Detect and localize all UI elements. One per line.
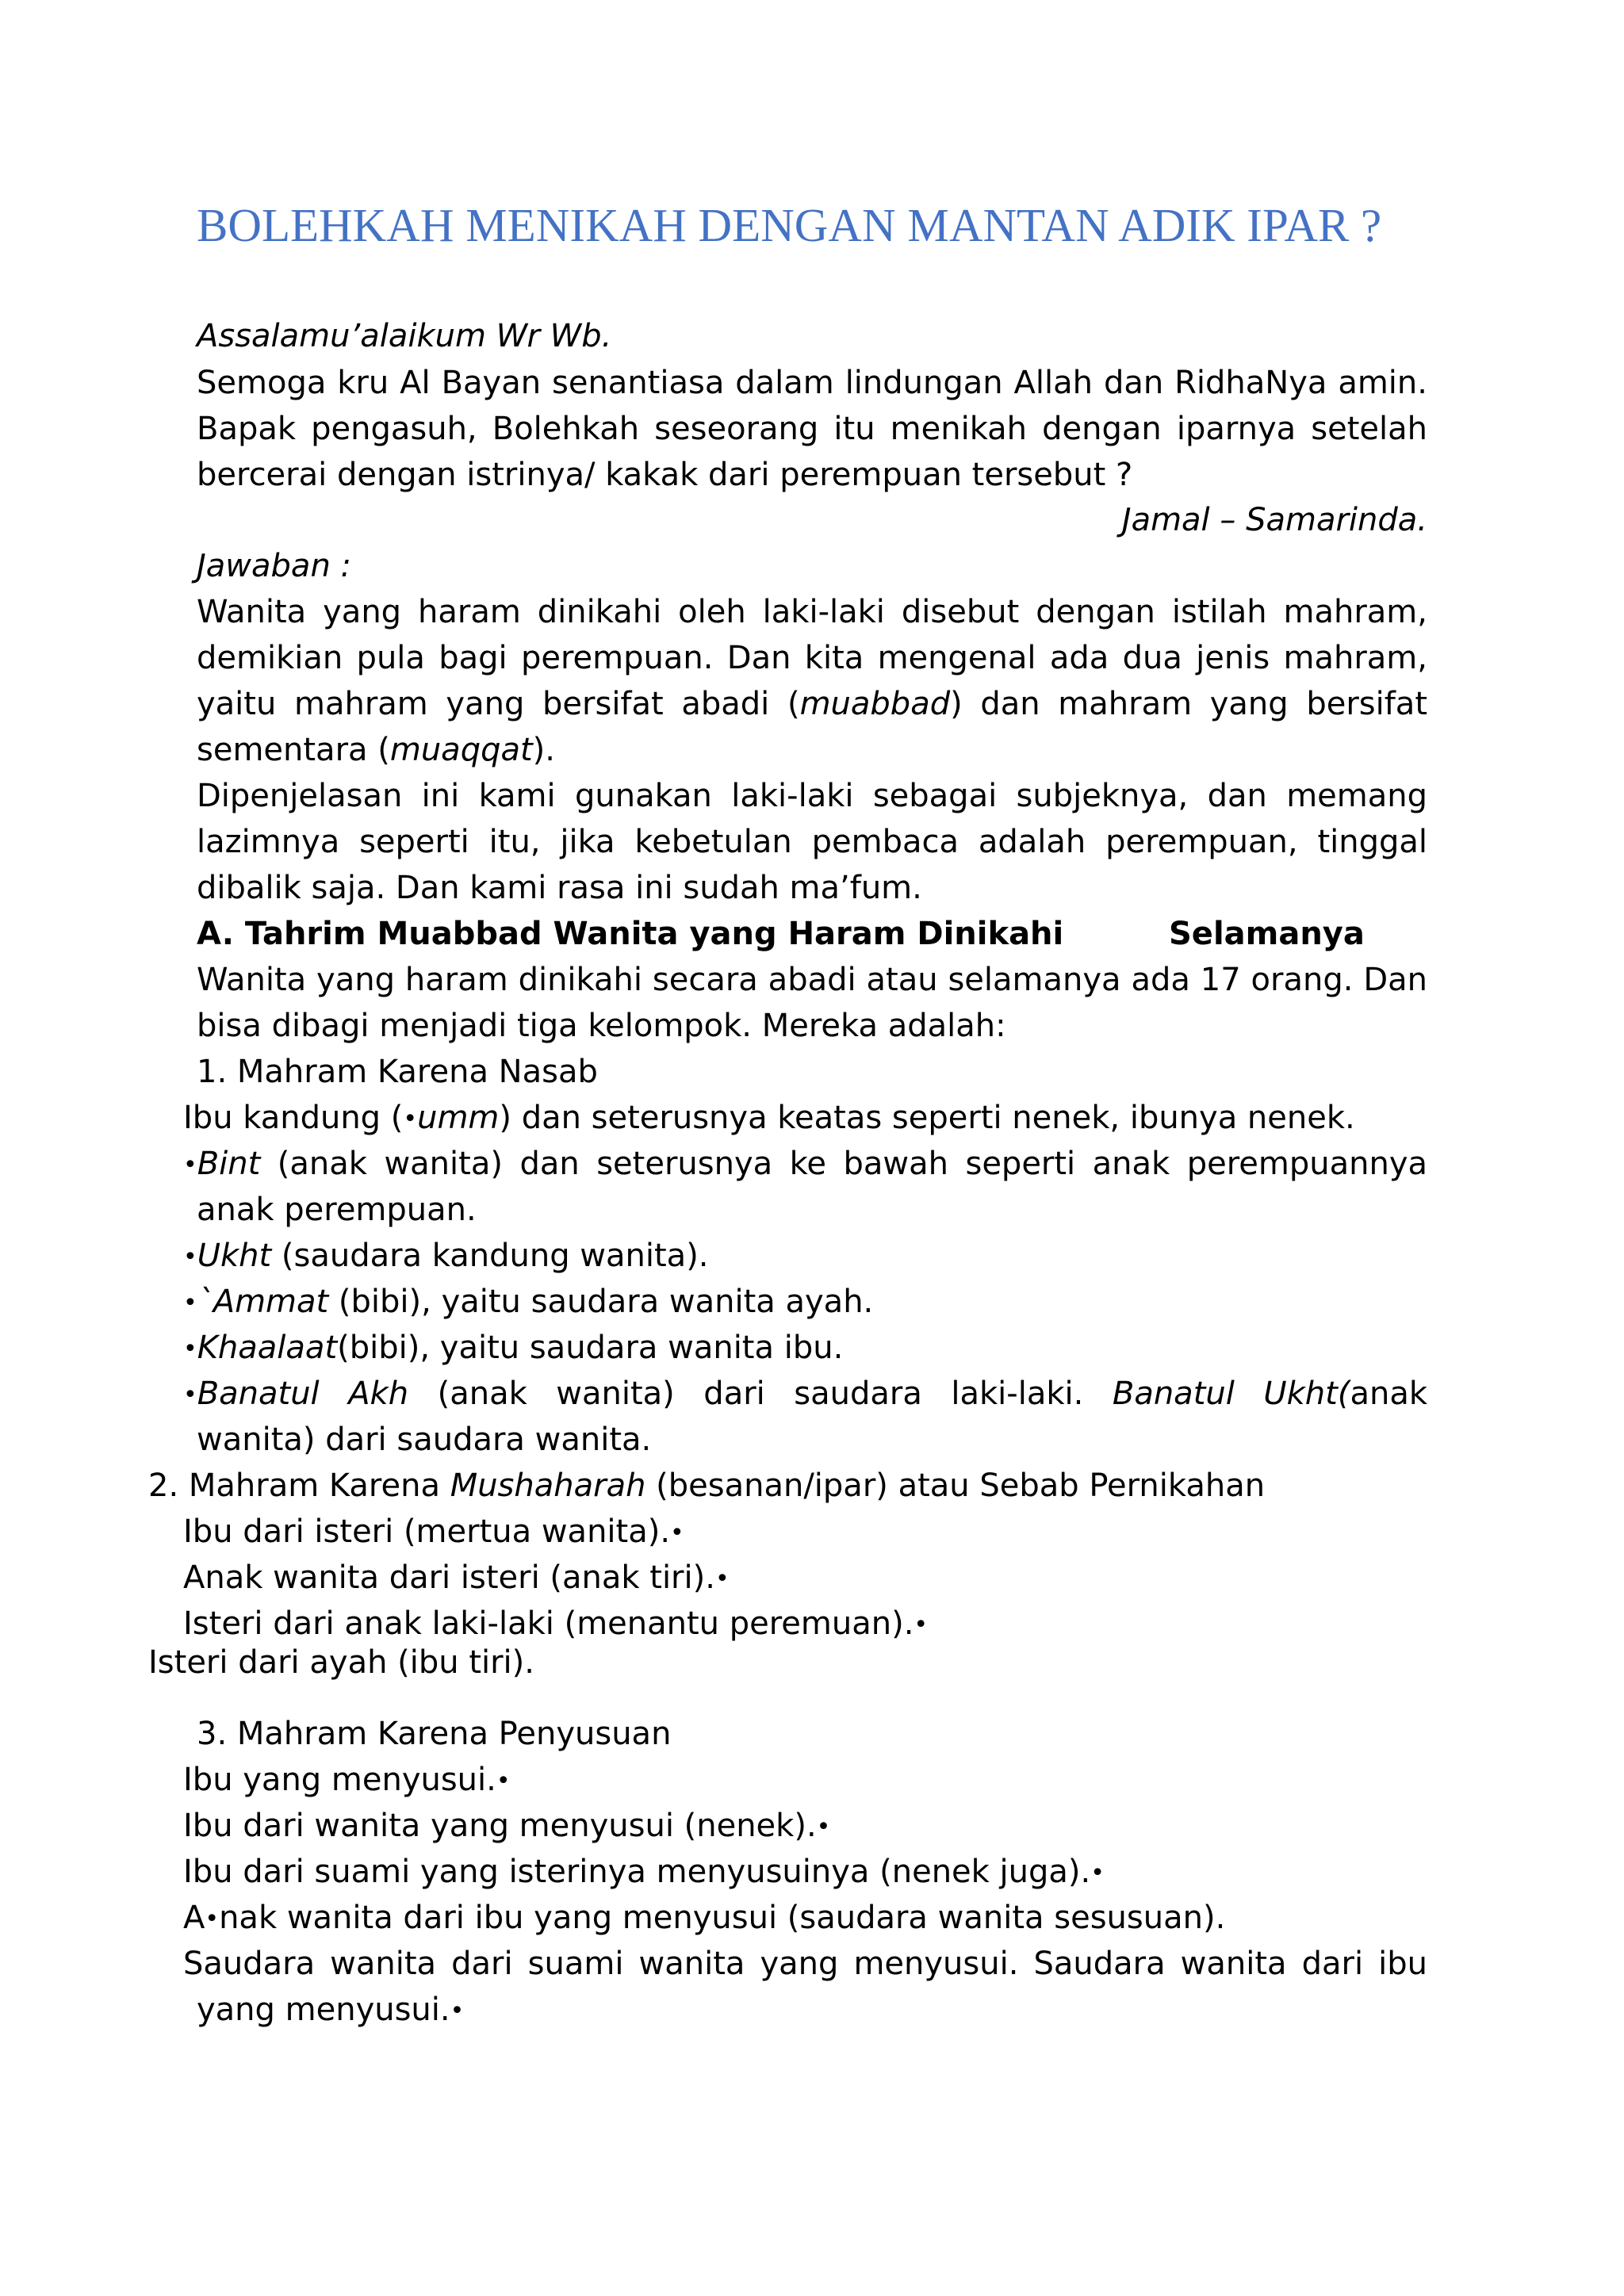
group3-item-3-text: Ibu dari suami yang isterinya menyusuinya (nenek juga). [183,1854,1091,1890]
bullet-icon: • [205,1905,220,1933]
group2-item-1-text: Ibu dari isteri (mertua wanita). [183,1513,671,1550]
group2-heading [148,1463,1265,1509]
group3-item-1-text: Ibu yang menyusui. [183,1762,496,1798]
question-signature: Jamal – Samarinda. [1121,502,1427,538]
group1-item-1-text: Ibu kandung ( [183,1100,404,1136]
group1-heading: 1. Mahram Karena Nasab [197,1054,598,1090]
group1-item-1 [183,1095,1355,1142]
group2-heading-text: 2. Mahram Karena [148,1468,450,1504]
group1-item-6-cont: wanita) dari saudara wanita. [197,1422,652,1458]
bullet-icon: • [1090,1859,1105,1887]
bullet-icon: • [403,1105,418,1133]
answer-paragraph-1 [197,589,1427,773]
group1-item-2 [183,1141,1427,1188]
group1-item-4 [183,1279,873,1326]
group1-item-4-text: (bibi), yaitu saudara wanita ayah. [328,1284,874,1320]
bullet-icon: • [183,1381,197,1409]
group2-item-1 [183,1509,684,1556]
document-title: BOLEHKAH MENIKAH DENGAN MANTAN ADIK IPAR ? [197,199,1382,251]
group3-item-3 [183,1849,1105,1896]
bullet-icon: • [496,1767,511,1795]
bullet-icon: • [714,1565,730,1593]
group1-item-1-rest: ) dan seterusnya keatas seperti nenek, ibunya nenek. [499,1100,1355,1136]
para1-text-b: ) dan mahram yang bersifat sementara ( [197,686,1427,768]
answer-paragraph-2: Dipenjelasan ini kami gunakan laki-laki sebagai subjeknya, dan memang lazimnya seperti itu, jika kebetulan pembaca adalah perempuan, tinggal dibalik saja. Dan kami rasa ini sudah ma’fum. [197,778,1427,906]
group1-item-6 [183,1371,1427,1418]
group1-item-3-text: (saudara kandung wanita). [271,1238,709,1274]
greeting: Assalamu’alaikum Wr Wb. [197,318,612,354]
bullet-icon: • [183,1289,197,1317]
term-banatul-ukht: Banatul Ukht( [1112,1376,1350,1412]
bullet-icon: • [914,1611,929,1639]
group2-heading-rest: (besanan/ipar) atau Sebab Pernikahan [645,1468,1266,1504]
bullet-icon: • [816,1813,831,1841]
term-umm: umm [417,1100,500,1136]
group3-item-2-text: Ibu dari wanita yang menyusui (nenek). [183,1808,817,1844]
term-ammat: `Ammat [197,1284,329,1320]
section-a-heading-end: Selamanya [1169,916,1365,952]
group3-item-4 [183,1895,1225,1942]
section-a-heading: A. Tahrim Muabbad Wanita yang Haram Dinikahi [197,916,1064,952]
term-ukht: Ukht [197,1238,272,1274]
question-paragraph: Semoga kru Al Bayan senantiasa dalam lindungan Allah dan RidhaNya amin. Bapak pengasuh, Bolehkah seseorang itu menikah dengan iparnya setelah bercerai dengan istrinya/ kakak dari perempuan tersebut ? [197,365,1427,493]
group3-item-4-letter: A [183,1900,205,1936]
bullet-icon: • [450,1997,465,2025]
group2-item-2-text: Anak wanita dari isteri (anak tiri). [183,1559,715,1596]
group1-item-2-cont: anak perempuan. [197,1192,477,1228]
term-muabbad: muabbad [799,686,951,722]
group1-item-2-text: (anak wanita) dan seterusnya ke bawah seperti anak perempuannya [260,1146,1427,1182]
group1-item-5 [183,1325,843,1372]
bullet-icon: • [183,1151,197,1179]
group1-item-6-end: anak [1350,1376,1427,1412]
group1-item-5-text: (bibi), yaitu saudara wanita ibu. [337,1330,844,1366]
group3-item-5: Saudara wanita dari suami wanita yang menyusui. Saudara wanita dari ibu [183,1946,1427,1982]
group1-item-3 [183,1233,709,1280]
para1-text-a: Wanita yang haram dinikahi oleh laki-laki disebut dengan istilah mahram, demikian pula bagi perempuan. Dan kita mengenal ada dua jenis mahram, yaitu mahram yang bersifat abadi ( [197,594,1427,722]
para1-text-c: ). [532,732,555,768]
group2-item-2 [183,1555,730,1602]
term-bint: Bint [197,1146,261,1182]
group3-item-5-cont [197,1987,464,2034]
group3-item-2 [183,1803,830,1850]
bullet-icon: • [670,1519,684,1547]
bullet-icon: • [183,1335,197,1363]
group3-item-4-text: nak wanita dari ibu yang menyusui (saudara wanita sesusuan). [219,1900,1226,1936]
group1-item-6-text: (anak wanita) dari saudara laki-laki. [408,1376,1113,1412]
group3-item-1 [183,1757,511,1804]
term-khaalaat: Khaalaat [197,1330,338,1366]
group3-item-5-text: yang menyusui. [197,1992,450,2028]
term-banatul-akh: Banatul Akh [197,1376,409,1412]
group2-item-4: Isteri dari ayah (ibu tiri). [148,1644,534,1681]
bullet-icon: • [183,1243,197,1271]
group2-item-3-text: Isteri dari anak laki-laki (menantu peremuan). [183,1605,914,1642]
section-a-intro: Wanita yang haram dinikahi secara abadi atau selamanya ada 17 orang. Dan bisa dibagi menjadi tiga kelompok. Mereka adalah: [197,962,1427,1044]
term-muaqqat: muaqqat [389,732,533,768]
term-mushaharah: Mushaharah [450,1468,646,1504]
group3-heading: 3. Mahram Karena Penyusuan [197,1716,672,1752]
answer-label: Jawaban : [197,548,351,584]
